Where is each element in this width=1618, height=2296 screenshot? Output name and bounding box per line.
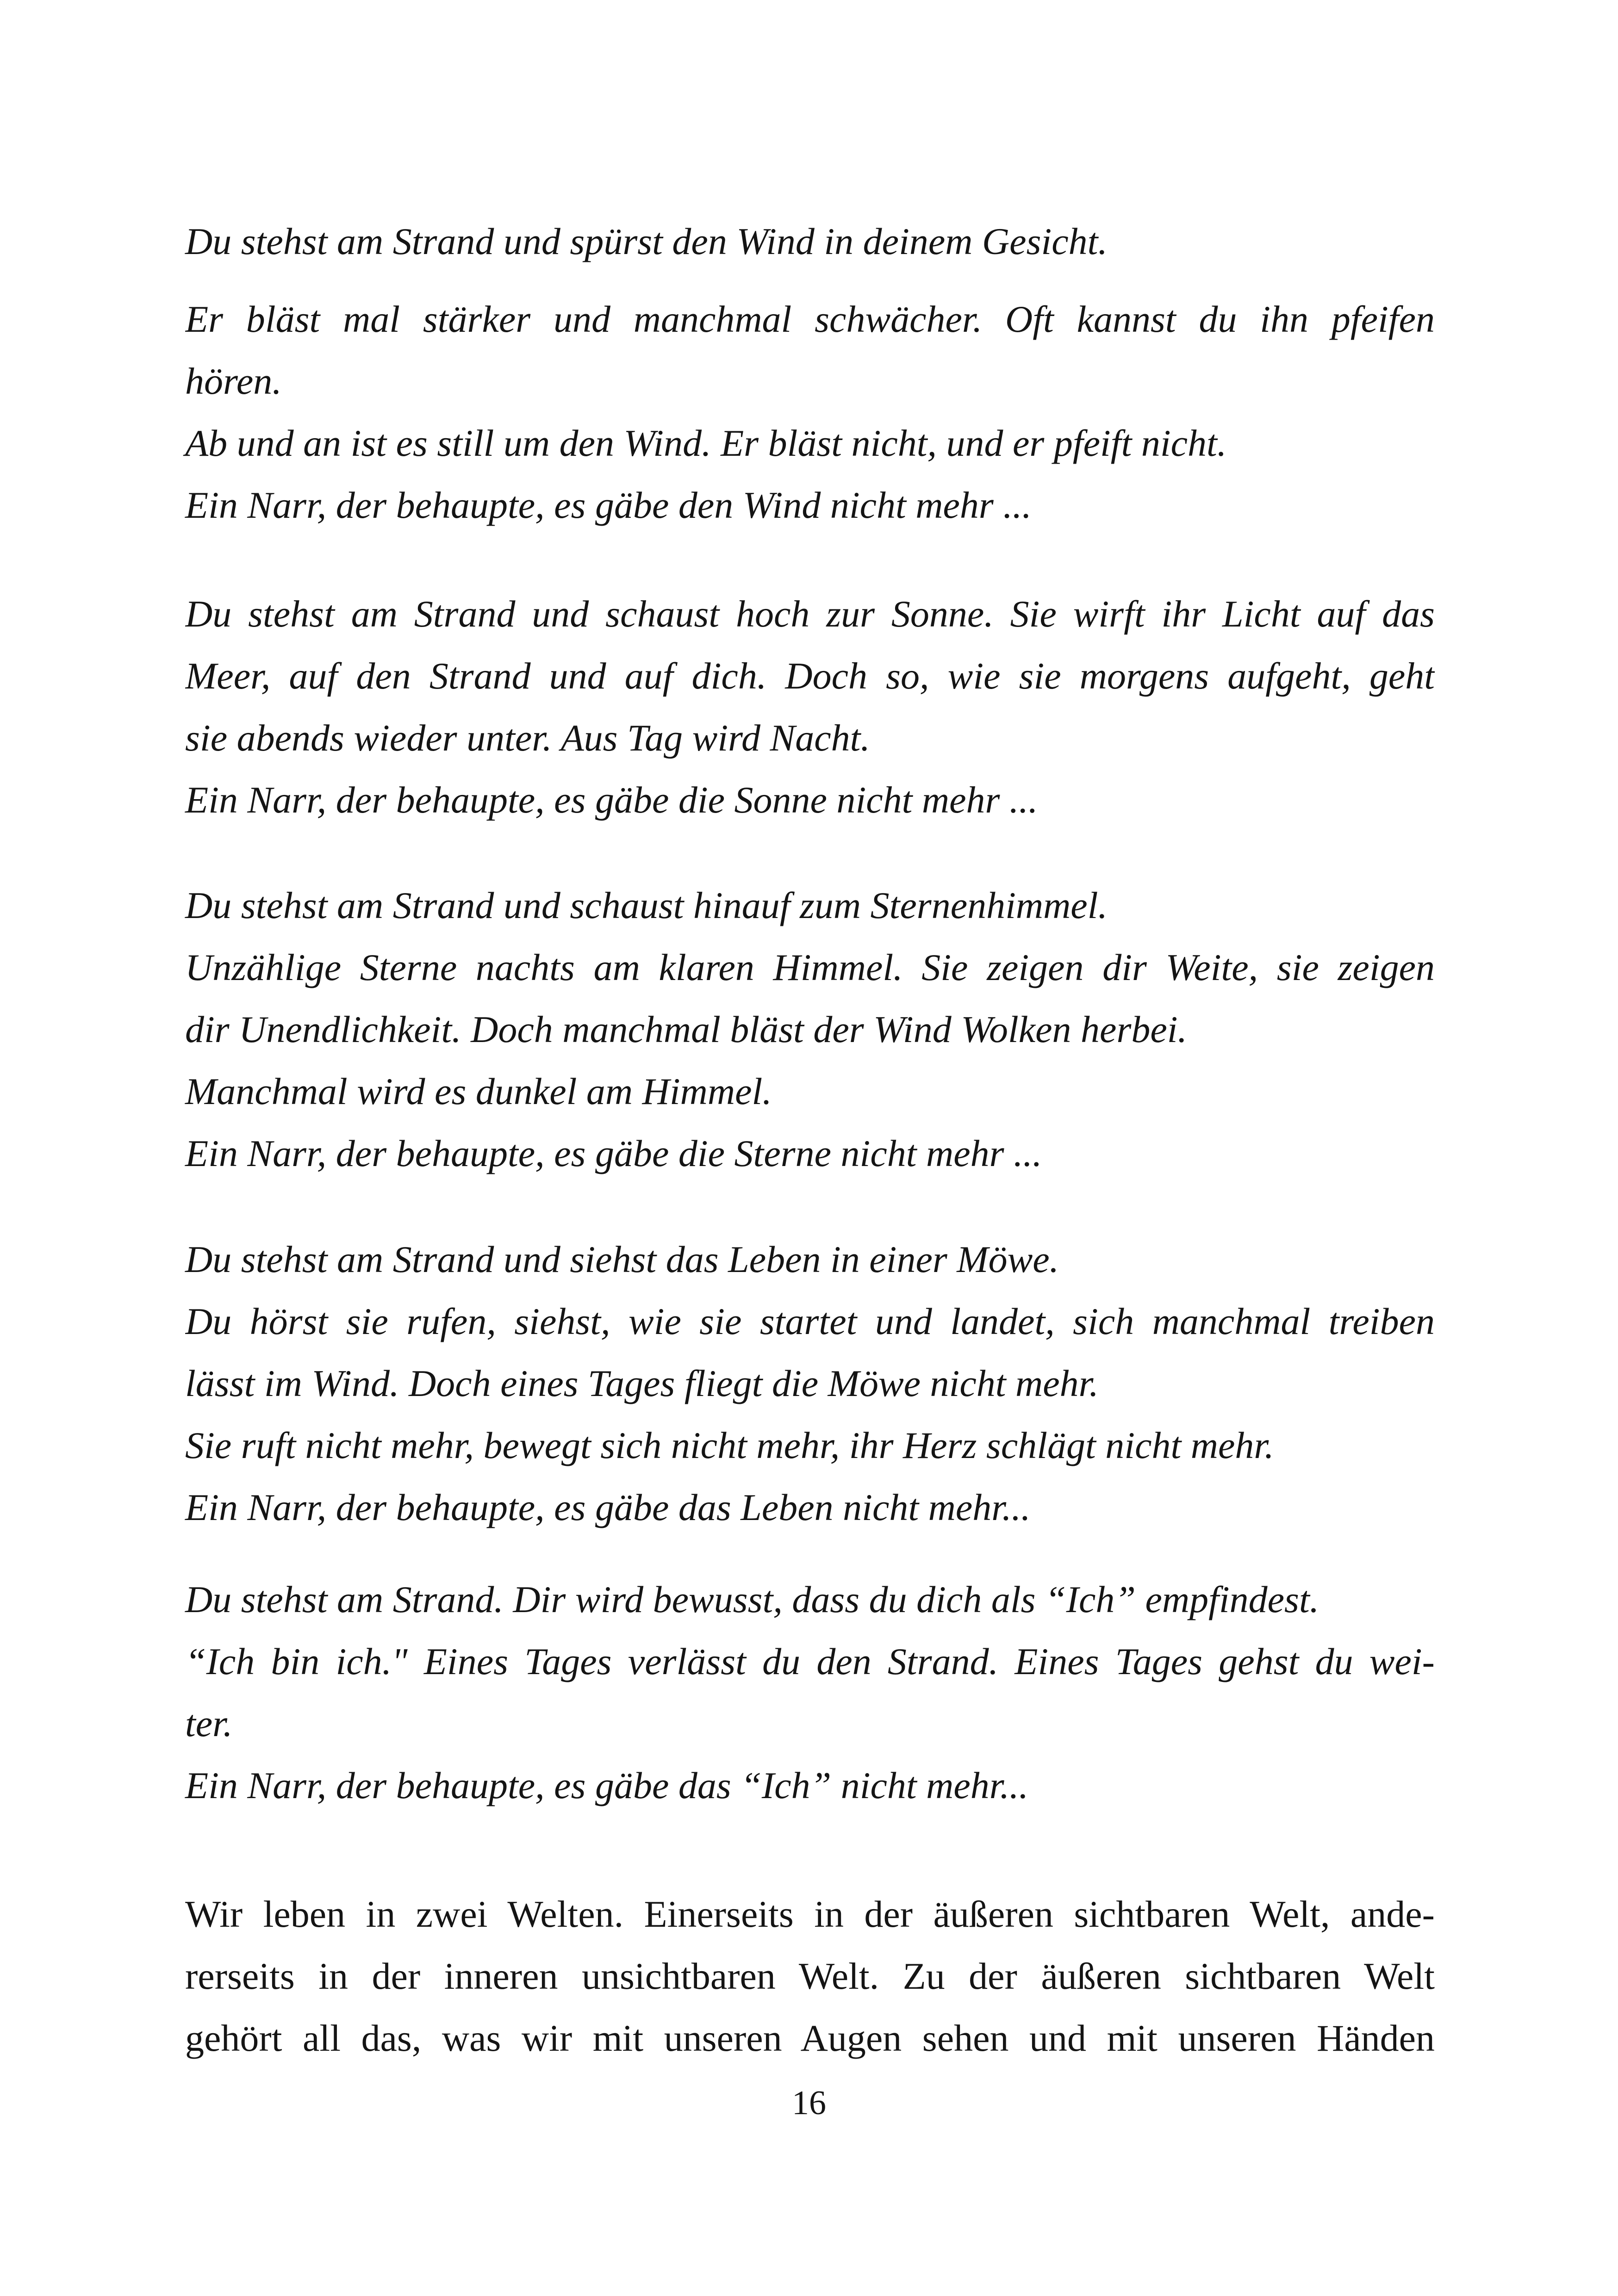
prose-line: gehört all das, was wir mit unseren Augen sehen und mit unseren Händen [185,2017,1435,2059]
verse-line: Ein Narr, der behaupte, es gäbe die Sterne nicht mehr ... [185,1132,1042,1174]
prose-line: rerseits in der inneren unsichtbaren Welt. Zu der äußeren sichtbaren Welt [185,1955,1435,1997]
verse-line: Unzählige Sterne nachts am klaren Himmel. Sie zeigen dir Weite, sie zeigen [185,946,1435,988]
verse-line: lässt im Wind. Doch eines Tages fliegt die Möwe nicht mehr. [185,1362,1099,1404]
verse-line: Du stehst am Strand und schaust hinauf zum Sternenhimmel. [185,884,1108,926]
verse-line: Ein Narr, der behaupte, es gäbe das Leben nicht mehr... [185,1486,1031,1528]
stanza-ich [185,1569,1435,1817]
prose-line: Wir leben in zwei Welten. Einerseits in der äußeren sichtbaren Welt, ande- [185,1893,1435,1935]
stanza-sterne [185,875,1435,1185]
verse-line: Ein Narr, der behaupte, es gäbe das “Ich” nicht mehr... [185,1764,1029,1806]
verse-line: Sie ruft nicht mehr, bewegt sich nicht mehr, ihr Herz schlägt nicht mehr. [185,1424,1274,1466]
verse-line: sie abends wieder unter. Aus Tag wird Nacht. [185,717,870,759]
verse-line: Du stehst am Strand und spürst den Wind in deinem Gesicht. [185,220,1108,262]
verse-line: hören. [185,360,282,402]
verse-line: Du hörst sie rufen, siehst, wie sie startet und landet, sich manchmal treiben [185,1300,1435,1342]
verse-line: Du stehst am Strand und schaust hoch zur Sonne. Sie wirft ihr Licht auf das [185,593,1435,635]
page-number: 16 [792,2084,826,2122]
verse-line: Du stehst am Strand. Dir wird bewusst, dass du dich als “Ich” empfindest. [185,1578,1319,1620]
verse-line: Ab und an ist es still um den Wind. Er bläst nicht, und er pfeift nicht. [185,422,1227,464]
stanza-moewe [185,1229,1435,1539]
verse-line: ter. [185,1702,233,1744]
verse-line: dir Unendlichkeit. Doch manchmal bläst der Wind Wolken herbei. [185,1008,1188,1050]
verse-line: Ein Narr, der behaupte, es gäbe den Wind nicht mehr ... [185,484,1032,526]
verse-line: “Ich bin ich." Eines Tages verlässt du den Strand. Eines Tages gehst du wei- [185,1640,1435,1682]
verse-line: Er bläst mal stärker und manchmal schwächer. Oft kannst du ihn pfeifen [185,298,1435,340]
stanza-sonne [185,583,1435,831]
prose-paragraph [185,1883,1435,2069]
verse-line: Ein Narr, der behaupte, es gäbe die Sonne nicht mehr ... [185,779,1038,821]
verse-line: Du stehst am Strand und siehst das Leben in einer Möwe. [185,1238,1059,1280]
stanza-wind [185,211,1435,536]
verse-line: Meer, auf den Strand und auf dich. Doch so, wie sie morgens aufgeht, geht [185,655,1435,697]
verse-line: Manchmal wird es dunkel am Himmel. [185,1070,772,1112]
